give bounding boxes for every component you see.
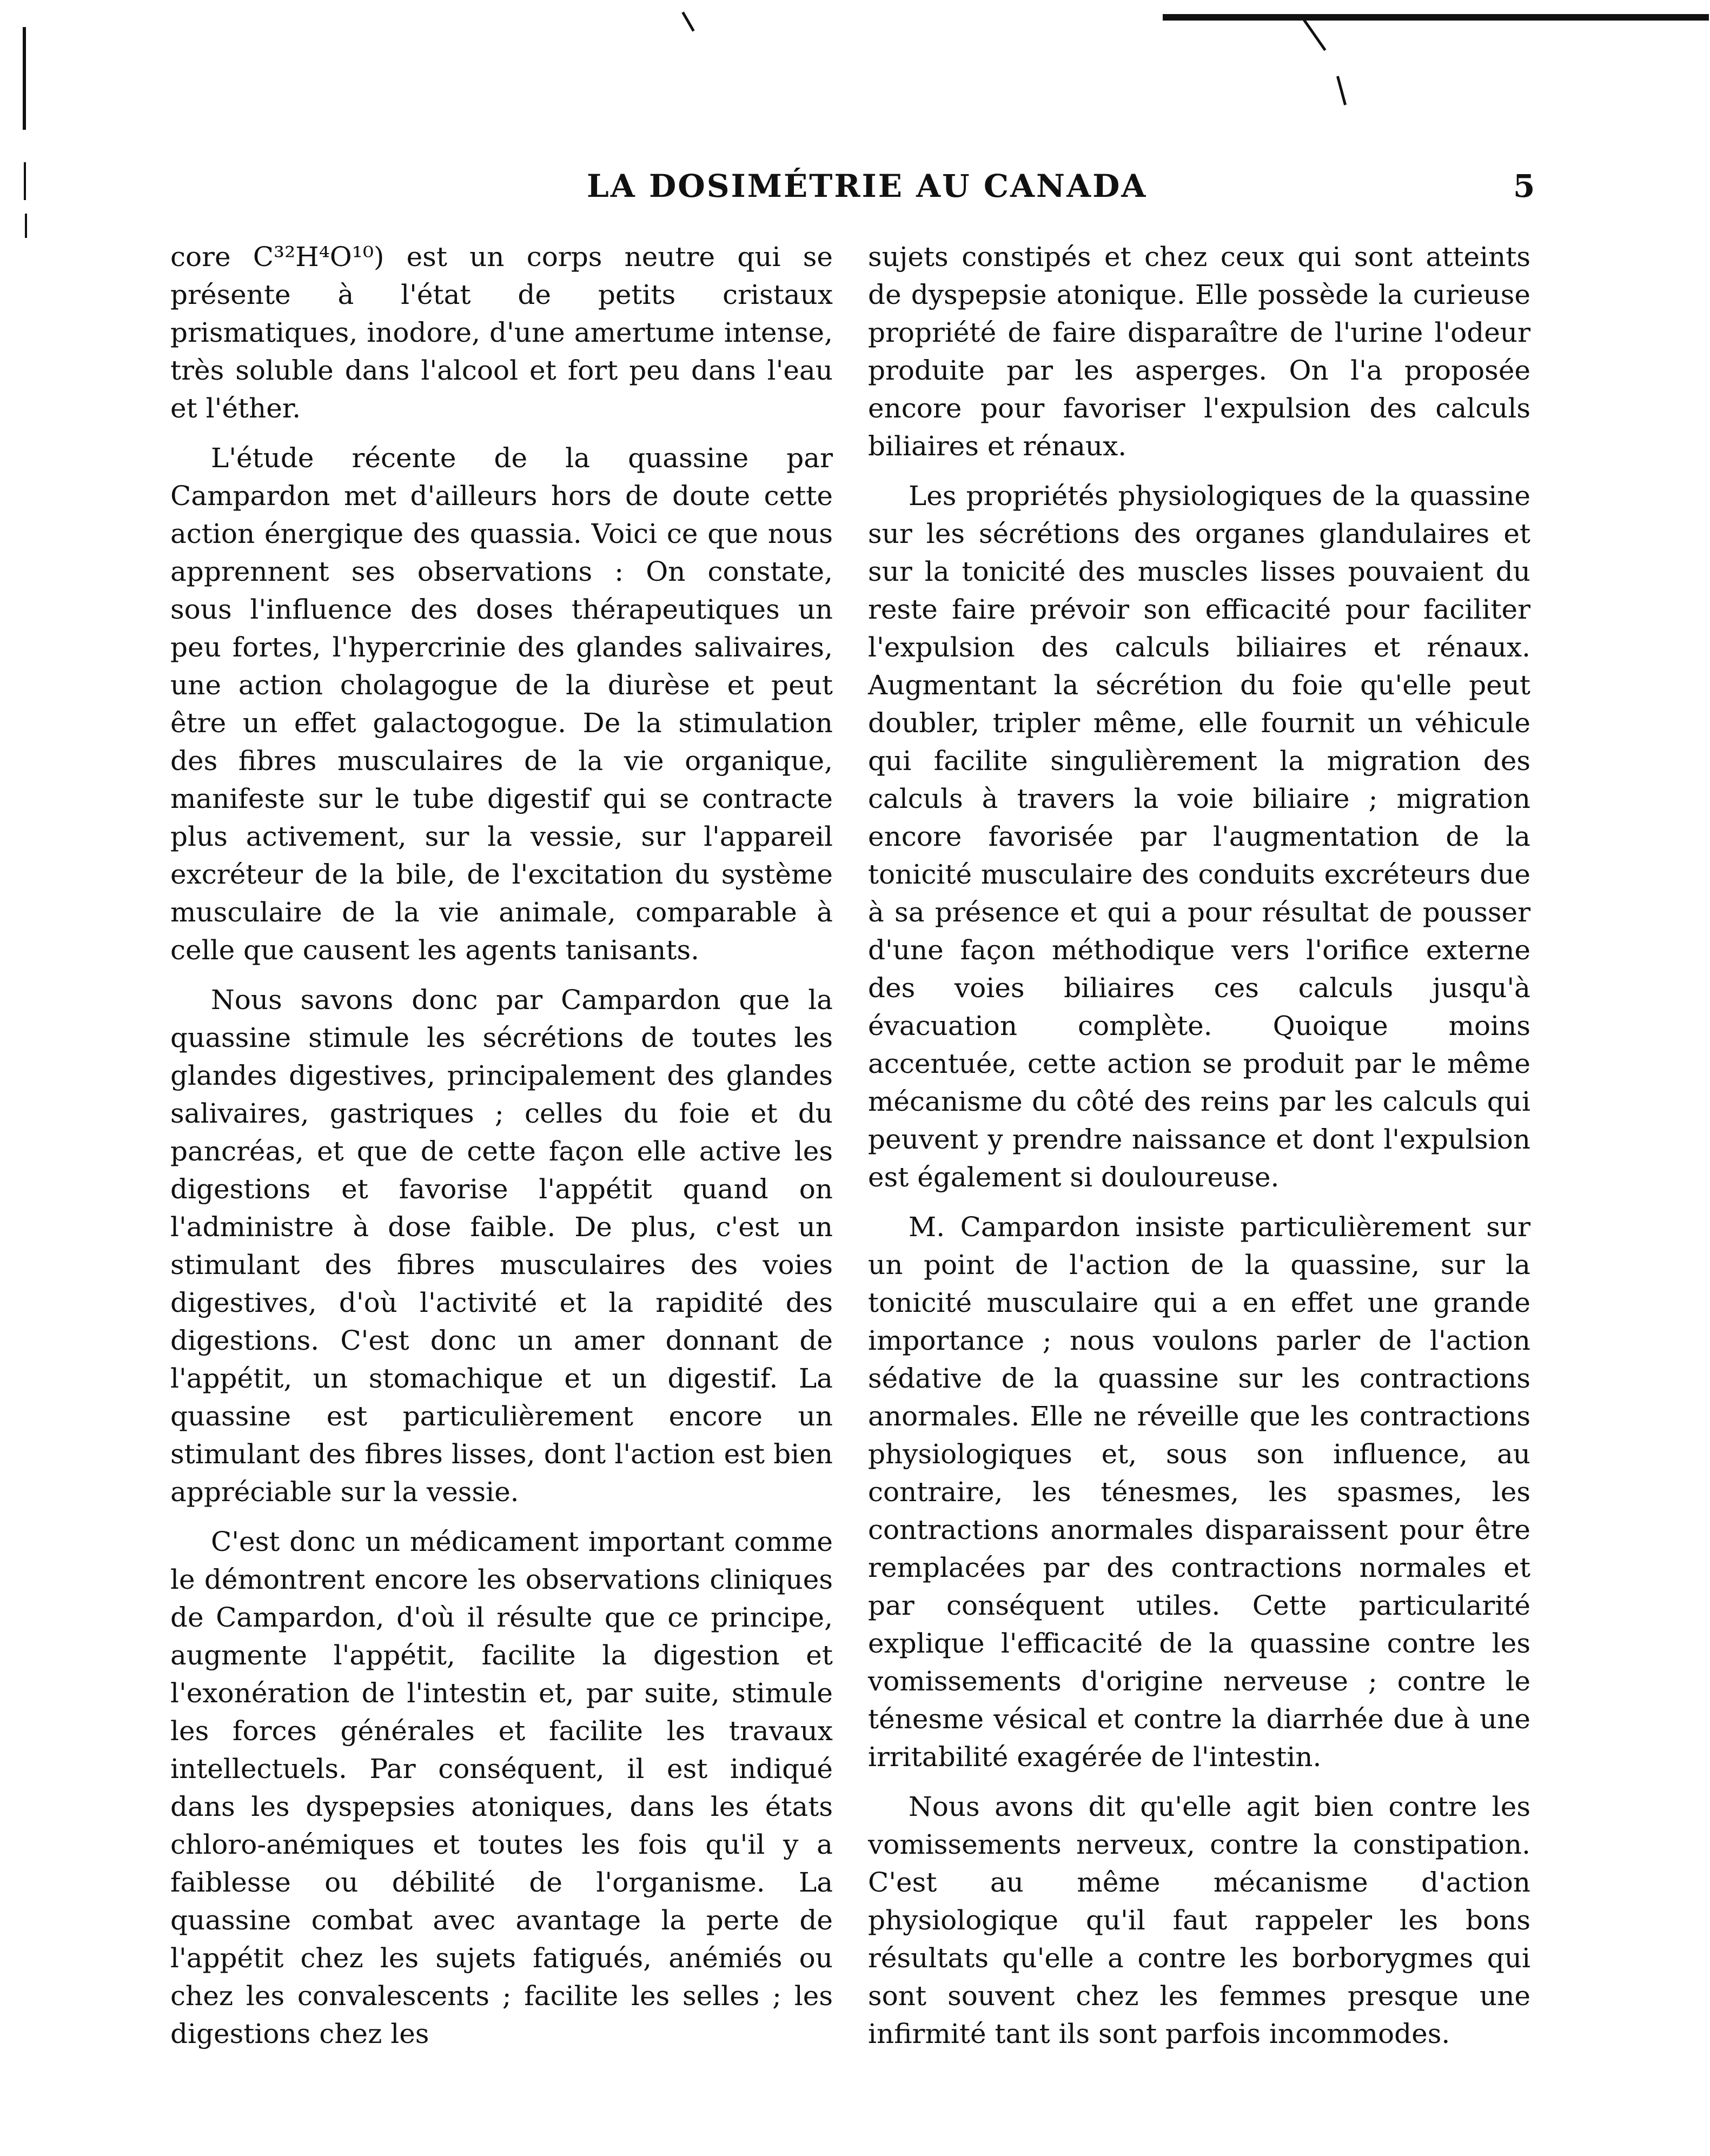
paragraph: core C³²H⁴O¹⁰) est un corps neutre qui se présente à l'état de petits cristaux prismatiques, inodore, d'une amertume intense, très soluble dans l'alcool et fort peu dans l'eau et l'éther. [170,241,833,424]
scan-speck [1336,76,1347,105]
paragraph: Nous savons donc par Campardon que la quassine stimule les sécrétions de toutes les glandes digestives, principalement des glandes salivaires, gastriques ; celles du foie et du pancréas, et que de cette façon elle active les digestions et favorise l'appétit quand on l'administre à dose faible. De plus, c'est un stimulant des fibres musculaires des voies digestives, d'où l'activité et la rapidité des digestions. C'est donc un amer donnant de l'appétit, un stomachique et un digestif. La quassine est particulièrement encore un stimulant des fibres lisses, dont l'action est bien appréciable sur la vessie. [170,984,833,1508]
paragraph: L'étude récente de la quassine par Campardon met d'ailleurs hors de doute cette action énergique des quassia. Voici ce que nous apprennent ses observations : On constate, sous l'influence des doses thérapeutiques un peu fortes, l'hypercrinie des glandes salivaires, une action cholagogue de la diurèse et peut être un effet galactogogue. De la stimulation des fibres musculaires de la vie organique, manifeste sur le tube digestif qui se contracte plus activement, sur la vessie, sur l'appareil excréteur de la bile, de l'excitation du système musculaire de la vie animale, comparable à celle que causent les agents tanisants. [170,442,833,966]
scan-edge-rule [1163,14,1709,21]
scan-margin-line [23,27,26,130]
paragraph: Nous avons dit qu'elle agit bien contre les vomissements nerveux, contre la constipation. C'est au même mécanisme d'action physiologique qu'il faut rappeler les bons résultats qu'elle a contre les borborygmes qui sont souvent chez les femmes presque une infirmité tant ils sont parfois incommodes. [868,1791,1530,2049]
page-number: 5 [1513,168,1535,204]
paragraph: M. Campardon insiste particulièrement sur un point de l'action de la quassine, sur la tonicité musculaire qui a en effet une grande importance ; nous voulons parler de l'action sédative de la quassine sur les contractions anormales. Elle ne réveille que les contractions physiologiques et, sous son influence, au contraire, les ténesmes, les spasmes, les contractions anormales disparaissent pour être remplacées par des contractions normales et par conséquent utiles. Cette particularité explique l'efficacité de la quassine contre les vomissements d'origine nerveuse ; contre le ténesme vésical et contre la diarrhée due à une irritabilité exagérée de l'intestin. [868,1211,1530,1773]
paragraph: Les propriétés physiologiques de la quassine sur les sécrétions des organes glandulaires et sur la tonicité des muscles lisses pouvaient du reste faire prévoir son efficacité pour faciliter l'expulsion des calculs biliaires et rénaux. Augmentant la sécrétion du foie qu'elle peut doubler, tripler même, elle fournit un véhicule qui facilite singulièrement la migration des calculs à travers la voie biliaire ; migration encore favorisée par l'augmentation de la tonicité musculaire des conduits excréteurs due à sa présence et qui a pour résultat de pousser d'une façon méthodique vers l'orifice externe des voies biliaires ces calculs jusqu'à évacuation complète. Quoique moins accentuée, cette action se produit par le même mécanisme du côté des reins par les calculs qui peuvent y prendre naissance et dont l'expulsion est également si douloureuse. [868,480,1530,1193]
paragraph: sujets constipés et chez ceux qui sont atteints de dyspepsie atonique. Elle possède la curieuse propriété de faire disparaître de l'urine l'odeur produite par les asperges. On l'a proposée encore pour favoriser l'expulsion des calculs biliaires et rénaux. [868,241,1530,462]
scan-margin-line [24,162,26,200]
paragraph: C'est donc un médicament important comme le démontrent encore les observations cliniques de Campardon, d'où il résulte que ce principe, augmente l'appétit, facilite la digestion et l'exonération de l'intestin et, par suite, stimule les forces générales et facilite les travaux intellectuels. Par conséquent, il est indiqué dans les dyspepsies atoniques, dans les états chloro-anémiques et toutes les fois qu'il y a faiblesse ou débilité de l'organisme. La quassine combat avec avantage la perte de l'appétit chez les sujets fatigués, anémiés ou chez les convalescents ; facilite les selles ; les digestions chez les [170,1526,833,2049]
scan-speck [681,11,694,31]
running-title: LA DOSIMÉTRIE AU CANADA [587,168,1148,204]
left-column [170,238,833,2065]
scan-margin-line [25,214,27,238]
right-column [868,238,1530,2065]
